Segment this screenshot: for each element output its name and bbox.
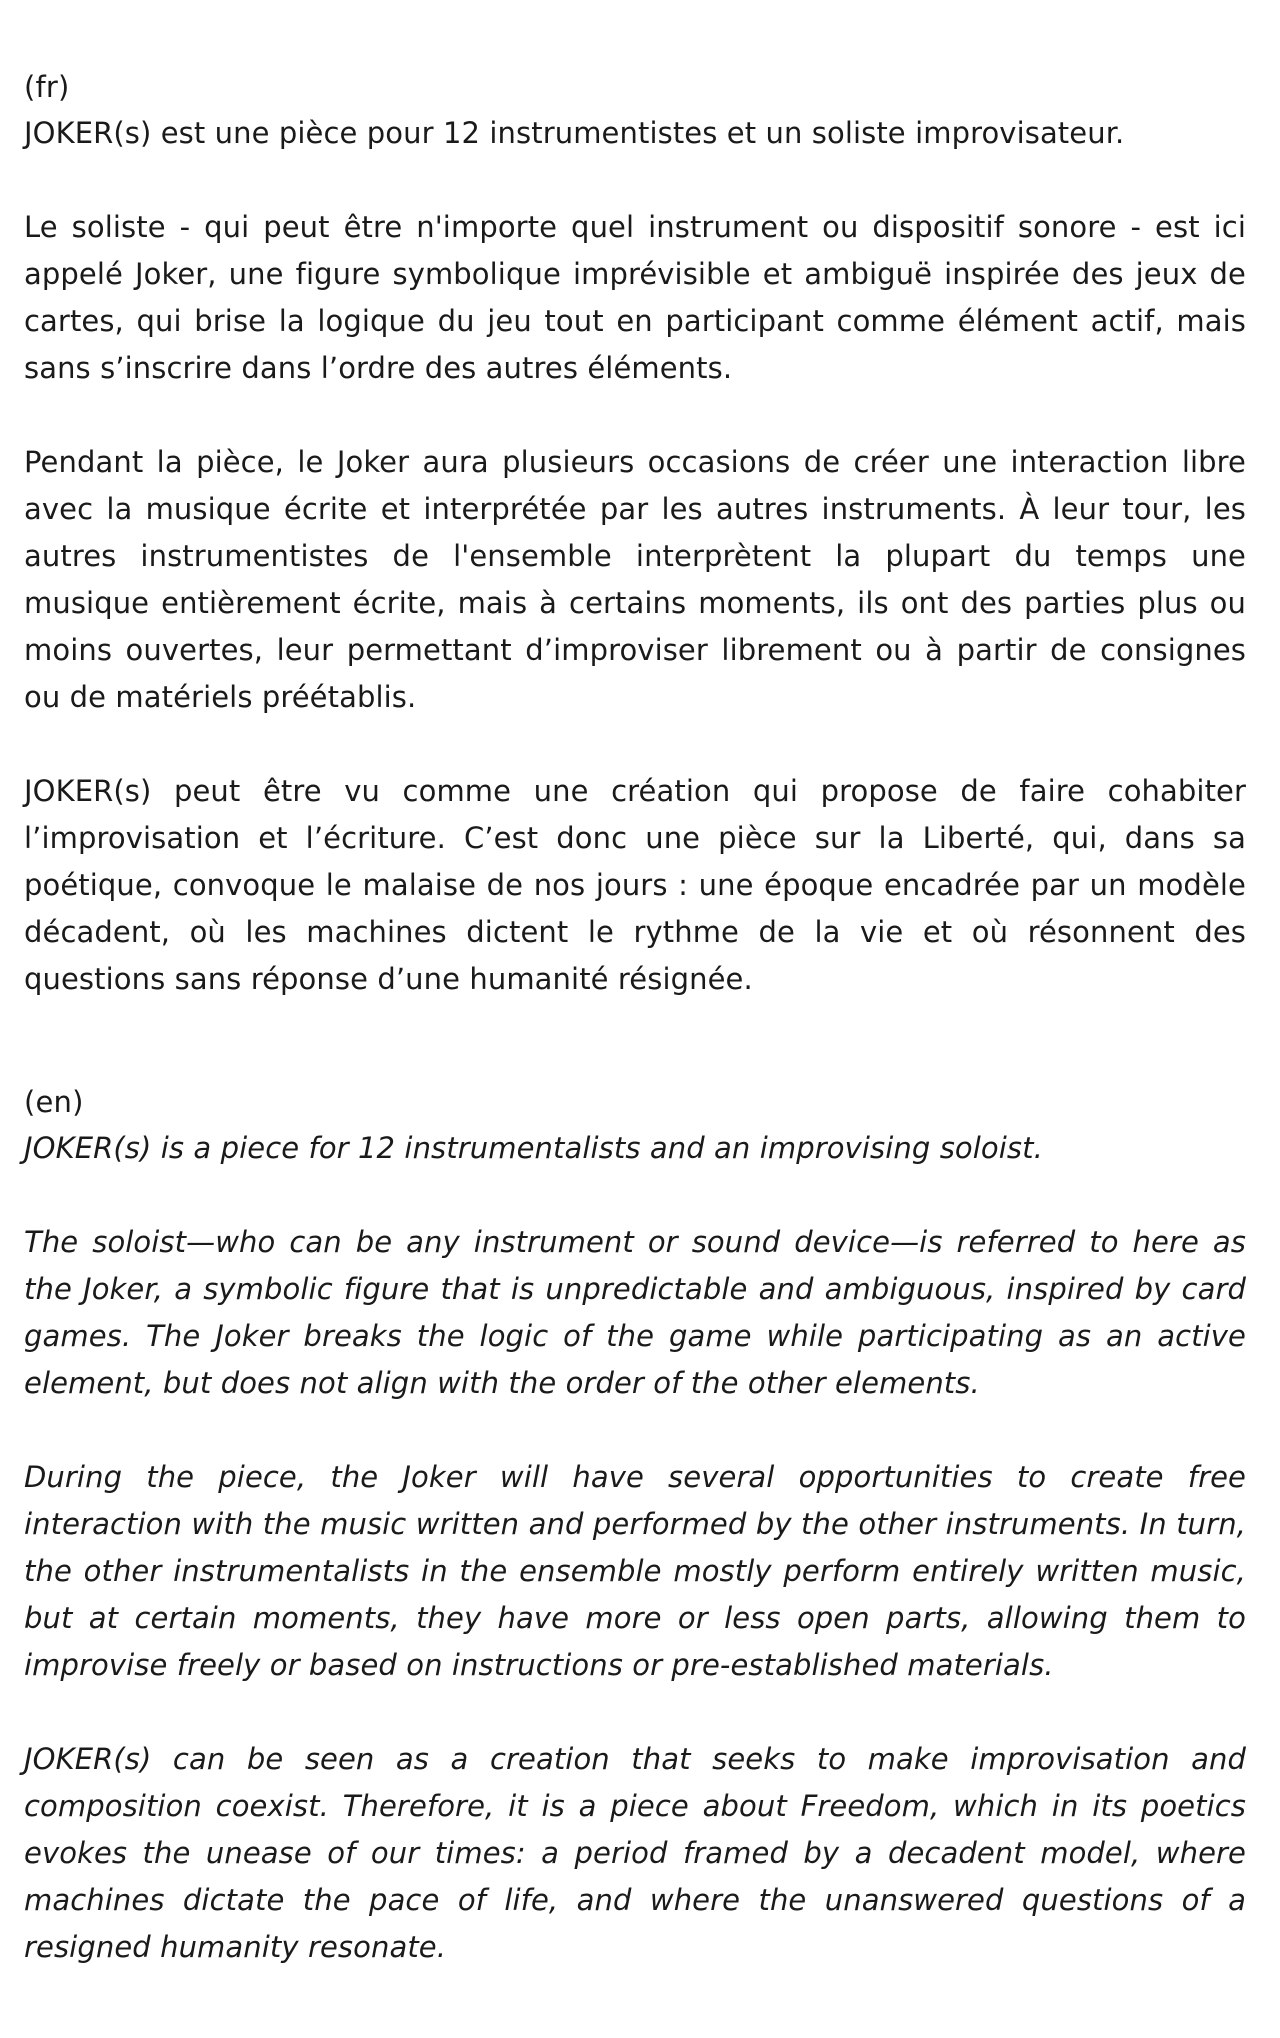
english-section [24,1079,1246,1971]
english-paragraph-intro: JOKER(s) is a piece for 12 instrumentalists and an improvising soloist. [24,1131,1043,1165]
english-paragraph-interaction: During the piece, the Joker will have several opportunities to create free interaction with the music written and performed by the other instruments. In turn, the other instrumentalists in the ensemble mostly perform entirely written music, but at certain moments, they have more or less open parts, allowing them to improvise freely or based on instructions or pre-established materials. [24,1460,1246,1682]
french-language-label: (fr) [24,70,70,104]
english-language-label: (en) [24,1085,84,1119]
french-paragraph-freedom: JOKER(s) peut être vu comme une création qui propose de faire cohabiter l’improvisation et l’écriture. C’est donc une pièce sur la Liberté, qui, dans sa poétique, convoque le malaise de nos jours : une époque encadrée par un modèle décadent, où les machines dictent le rythme de la vie et où résonnent des questions sans réponse d’une humanité résignée. [24,774,1246,996]
french-paragraph-soloist: Le soliste - qui peut être n'importe quel instrument ou dispositif sonore - est ici appelé Joker, une figure symbolique imprévisible et ambiguë inspirée des jeux de cartes, qui brise la logique du jeu tout en participant comme élément actif, mais sans s’inscrire dans l’ordre des autres éléments. [24,210,1246,385]
english-paragraph-soloist: The soloist—who can be any instrument or sound device—is referred to here as the Joker, a symbolic figure that is unpredictable and ambiguous, inspired by card games. The Joker breaks the logic of the game while participating as an active element, but does not align with the order of the other elements. [24,1225,1246,1400]
french-section [24,64,1246,1003]
french-paragraph-intro: JOKER(s) est une pièce pour 12 instrumentistes et un soliste improvisateur. [24,116,1125,150]
english-paragraph-freedom: JOKER(s) can be seen as a creation that seeks to make improvisation and composition coexist. Therefore, it is a piece about Freedom, which in its poetics evokes the unease of our times: a period framed by a decadent model, where machines dictate the pace of life, and where the unanswered questions of a resigned humanity resonate. [24,1742,1246,1964]
french-paragraph-interaction: Pendant la pièce, le Joker aura plusieurs occasions de créer une interaction libre avec la musique écrite et interprétée par les autres instruments. À leur tour, les autres instrumentistes de l'ensemble interprètent la plupart du temps une musique entièrement écrite, mais à certains moments, ils ont des parties plus ou moins ouvertes, leur permettant d’improviser librement ou à partir de consignes ou de matériels préétablis. [24,445,1246,714]
